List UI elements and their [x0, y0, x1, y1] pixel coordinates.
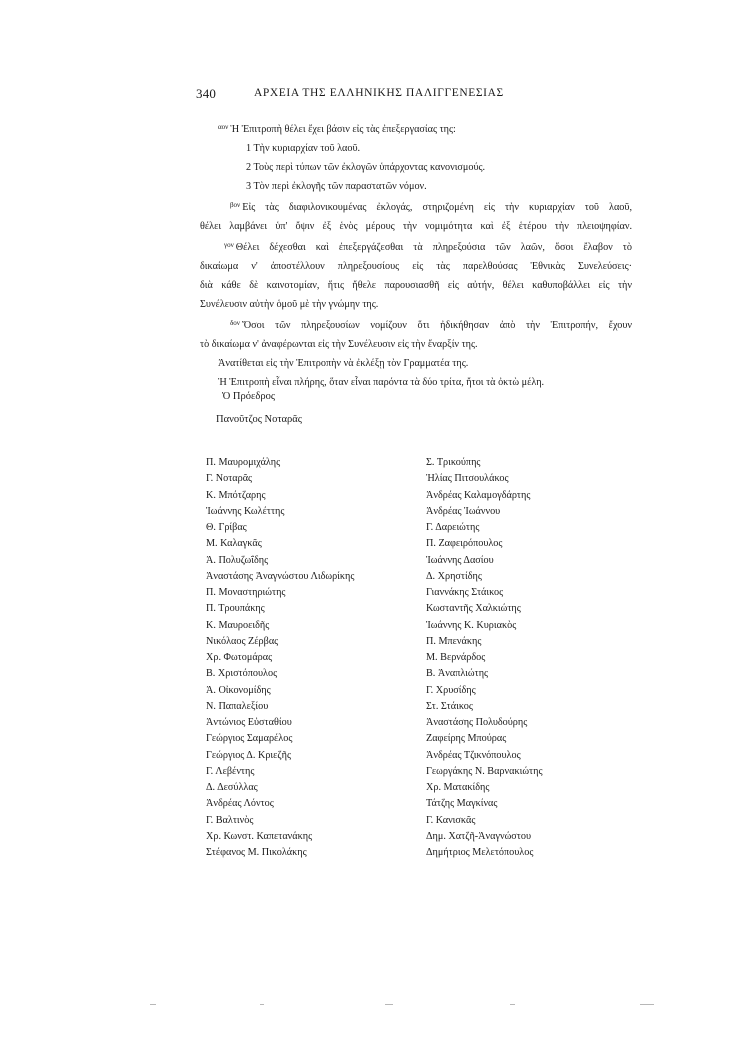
signatory-name: Ἠλίας Πιτσουλάκος	[426, 473, 509, 485]
signatory-name: Στ. Στάικος	[426, 700, 473, 712]
signatory-name: Γεώργιος Σαμαρέλος	[206, 733, 293, 745]
signatory-name: Ἀντώνιος Εὐσταθίου	[206, 717, 292, 728]
signatory-name: Δ. Δεσύλλας	[206, 782, 258, 793]
signatory-name: Ἀ. Οἰκονομίδης	[206, 684, 271, 696]
paragraph-alpha	[200, 118, 632, 139]
list-item: 1 Τὴν κυριαρχίαν τοῦ λαοῦ.	[246, 143, 361, 154]
signatory-name: Ἀνδρέας Λόντος	[206, 798, 274, 810]
signatory-name: Ἀνδρέας Καλαμογδάρτης	[426, 489, 531, 501]
list-item: 2 Τοὺς περὶ τύπων τῶν ἐκλογῶν ὑπάρχοντας κανονισμούς.	[246, 162, 486, 173]
signatory-name: Μ. Καλαγκᾶς	[206, 538, 262, 550]
signatures-left-column	[206, 455, 354, 861]
paragraph-gamma-line: Συνέλευσιν αὐτὴν ὁμοῦ μὲ τὴν γνώμην της.	[200, 299, 379, 310]
page-number: 340	[196, 86, 217, 101]
signatory-name: Τάτζης Μαγκίνας	[426, 798, 498, 810]
signatory-name: Ἀναστάσης Ἀναγνώστου Λιδωρίκης	[206, 570, 355, 582]
paragraph-marker: βον	[230, 201, 241, 209]
president-name: Πανοῦτζος Νοταρᾶς	[216, 414, 302, 425]
paragraph-secretary: Ἀνατίθεται εἰς τὴν Ἐπιτροπὴν νὰ ἐκλέξῃ τὸν Γραμματέα της.	[218, 358, 469, 369]
president-label: Ὁ Πρόεδρος	[222, 391, 276, 402]
signatory-name: Στέφανος Μ. Πικολάκης	[206, 847, 307, 858]
signatory-name: Ἀνδρέας Ἰωάννου	[426, 505, 501, 517]
signatory-name: Κ. Μπότζαρης	[206, 489, 266, 501]
paragraph-text: Ἡ Ἐπιτροπὴ θέλει ἔχει βάσιν εἰς τὰς ἐπεξεργασίας της:	[230, 124, 456, 135]
paragraph-marker: δον	[230, 319, 240, 327]
paragraph-marker: αον	[218, 123, 229, 131]
signatory-name: Κωσταντῆς Χαλκιώτης	[426, 603, 521, 615]
signatory-name: Π. Τρουπάκης	[206, 603, 265, 615]
signatory-name: Β. Ἀναπλιώτης	[426, 668, 489, 680]
signatory-name: Θ. Γρίβας	[206, 522, 247, 533]
paragraph-gamma-line	[200, 236, 632, 257]
paragraph-beta-line: θέλει λαμβάνει ὑπ' ὄψιν ἐξ ἑνὸς μέρους τὴν νομιμότητα καὶ ἐξ ἑτέρου τὴν πλειοψηφίαν.	[200, 221, 632, 232]
scan-speck	[385, 1004, 393, 1005]
signatory-name: Γ. Νοταρᾶς	[206, 473, 253, 485]
signatory-name: Ἰωάννης Δασίου	[426, 554, 494, 566]
signatory-name: Γεωργάκης Ν. Βαρνακιώτης	[426, 765, 543, 777]
signatures-right-column	[426, 455, 543, 861]
scan-speck	[150, 1004, 156, 1005]
signatory-name: Γ. Χρυσίδης	[426, 684, 476, 696]
signatory-name: Ἰωάννης Κωλέττης	[206, 505, 285, 517]
signatory-name: Ἀ. Πολυζωΐδης	[206, 554, 269, 566]
paragraph-text: Εἰς τὰς διαφιλονικουμένας ἐκλογάς, στηριζομένη εἰς τὴν κυριαρχίαν τοῦ λαοῦ,	[242, 202, 632, 213]
signatory-name: Δ. Χρηστίδης	[426, 570, 482, 582]
paragraph-gamma-line: διὰ κάθε δὲ καινοτομίαν, ἥτις ἤθελε παρουσιασθῆ εἰς αὐτήν, θέλει καθυποβάλλει εἰς τὴν	[200, 280, 632, 291]
signatory-name: Π. Μαυρομιχάλης	[206, 457, 281, 468]
signatory-name: Σ. Τρικούπης	[426, 457, 481, 468]
paragraph-marker: γον	[224, 241, 234, 249]
signatory-name: Ἀνδρέας Τζικνόπουλος	[426, 749, 521, 761]
signatory-name: Χρ. Φωτομάρας	[206, 652, 273, 663]
signatory-name: Π. Ζαφειρόπουλος	[426, 538, 503, 550]
signatory-name: Β. Χριστόπουλος	[206, 668, 278, 680]
signatory-name: Χρ. Κωνστ. Καπετανάκης	[206, 830, 313, 842]
signatory-name: Π. Μοναστηριώτης	[206, 587, 286, 598]
paragraph-text: Θέλει δέχεσθαι καὶ ἐπεξεργάζεσθαι τὰ πληρεξούσια τῶν λαῶν, ὅσοι ἔλαβον τὸ	[235, 242, 632, 253]
signatory-name: Μ. Βερνάρδος	[426, 652, 486, 663]
body-text	[200, 118, 632, 392]
signatory-name: Κ. Μαυροειδῆς	[206, 619, 270, 631]
signatory-name: Δημήτριος Μελετόπουλος	[426, 847, 534, 858]
paragraph-delta-line	[200, 314, 632, 335]
paragraph-quorum: Ἡ Ἐπιτροπὴ εἶναι πλήρης, ὅταν εἶναι παρόντα τὰ δύο τρίτα, ἤτοι τὰ ὀκτὼ μέλη.	[218, 377, 545, 388]
paragraph-beta-line	[200, 196, 632, 217]
list-item: 3 Τὸν περὶ ἐκλογῆς τῶν παραστατῶν νόμον.	[246, 181, 427, 192]
signatory-name: Π. Μπενάκης	[426, 635, 482, 647]
running-title: ΑΡΧΕΙΑ ΤΗΣ ΕΛΛΗΝΙΚΗΣ ΠΑΛΙΓΓΕΝΕΣΙΑΣ	[254, 87, 504, 99]
signatory-name: Ν. Παπαλεξίου	[206, 700, 269, 712]
paragraph-gamma-line: δικαίωμα ν' ἀποστέλλουν πληρεξουσίους εἰς τὰς παρελθούσας Ἐθνικὰς Συνελεύσεις·	[200, 261, 632, 272]
signatory-name: Χρ. Ματακίδης	[426, 782, 490, 793]
signatory-name: Γ. Δαρειώτης	[426, 522, 480, 533]
signatory-name: Νικόλαος Ζέρβας	[206, 635, 279, 647]
scan-specks	[140, 1004, 660, 1008]
signatory-name: Ἰωάννης Κ. Κυριακὸς	[426, 619, 517, 631]
paragraph-delta-line: τὸ δικαίωμα ν' ἀναφέρωνται εἰς τὴν Συνέλευσιν εἰς τὴν ἔναρξίν της.	[200, 339, 478, 350]
signatory-name: Ἀναστάσης Πολυδούρης	[426, 717, 528, 728]
scan-speck	[260, 1004, 264, 1005]
signatory-name: Γιαννάκης Στάικος	[426, 587, 504, 598]
signatory-name: Δημ. Χατζῆ-Ἀναγνώστου	[426, 830, 531, 842]
signatory-name: Γ. Κανισκᾶς	[426, 814, 476, 826]
scan-speck	[510, 1004, 515, 1005]
signatory-name: Ζαφείρης Μπούρας	[426, 733, 507, 745]
signatory-name: Γεώργιος Δ. Κριεζῆς	[206, 749, 291, 761]
scan-speck	[640, 1004, 654, 1005]
paragraph-text: Ὅσοι τῶν πληρεξουσίων νομίζουν ὅτι ἠδικήθησαν ἀπὸ τὴν Ἐπιτροπήν, ἔχουν	[241, 320, 632, 331]
signatory-name: Γ. Βαλτινὸς	[206, 814, 254, 826]
signatory-name: Γ. Λεβέντης	[206, 765, 255, 777]
